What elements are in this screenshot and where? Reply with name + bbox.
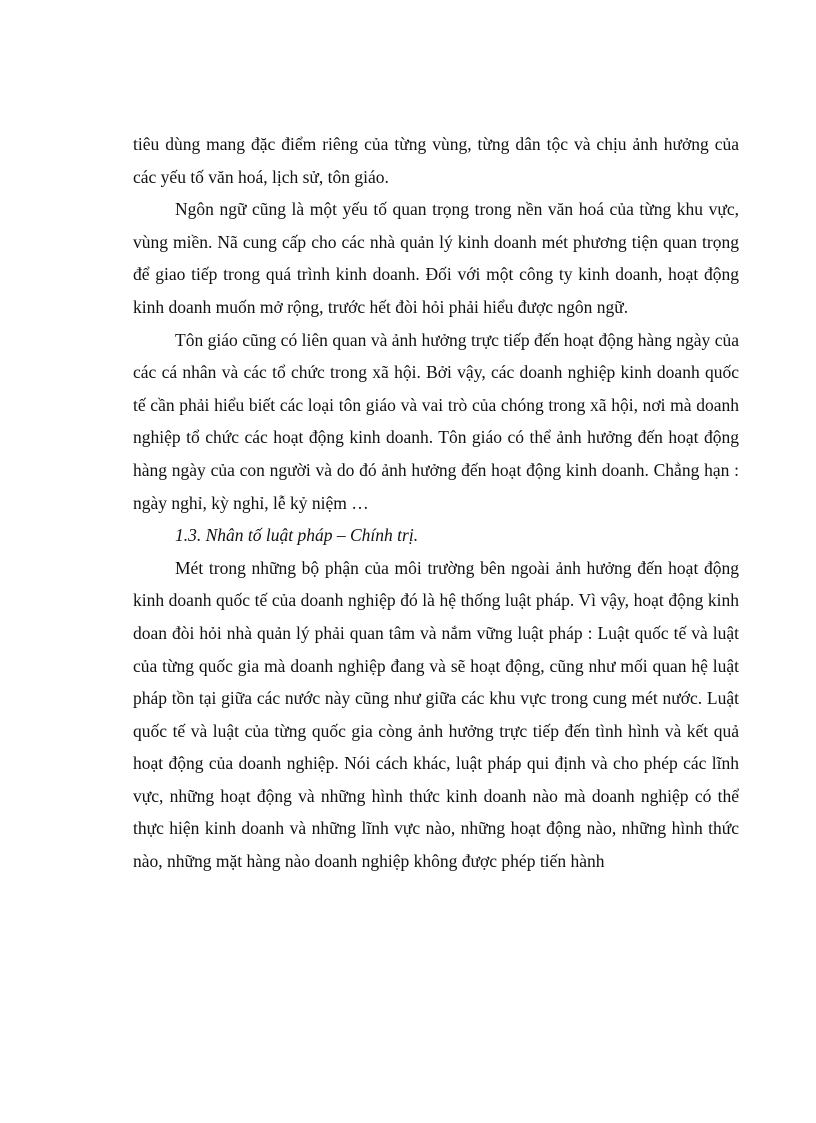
section-heading: 1.3. Nhân tố luật pháp – Chính trị. [175, 525, 419, 546]
document-body [133, 128, 739, 878]
paragraph-legal: Mét trong những bộ phận của môi trường bên ngoài ảnh hưởng đến hoạt động kinh doanh quốc tế của doanh nghiệp đó là hệ thống luật pháp. Vì vậy, hoạt động kinh doan đòi hỏi nhà quản lý phải quan tâm và nắm vững luật pháp : Luật quốc tế và luật của từng quốc gia mà doanh nghiệp đang và sẽ hoạt động, cũng như mối quan hệ luật pháp tồn tại giữa các nước này cũng như giữa các khu vực trong cung mét nước. Luật quốc tế và luật của từng quốc gia còng ảnh hưởng trực tiếp đến tình hình và kết quả hoạt động của doanh nghiệp. Nói cách khác, luật pháp qui định và cho phép các lĩnh vực, những hoạt động và những hình thức kinh doanh nào mà doanh nghiệp có thể thực hiện kinh doanh và những lĩnh vực nào, những hoạt động nào, những hình thức nào, những mặt hàng nào doanh nghiệp không được phép tiến hành [133, 557, 739, 872]
paragraph-religion: Tôn giáo cũng có liên quan và ảnh hưởng trực tiếp đến hoạt động hàng ngày của các cá nhân và các tổ chức trong xã hội. Bởi vậy, các doanh nghiệp kinh doanh quốc tế cần phải hiểu biết các loại tôn giáo và vai trò của chóng trong xã hội, nơi mà doanh nghiệp tổ chức các hoạt động kinh doanh. Tôn giáo có thể ảnh hưởng đến hoạt động hàng ngày của con người và do đó ảnh hưởng đến hoạt động kinh doanh. Chẳng hạn : ngày nghỉ, kỳ nghỉ, lễ kỷ niệm … [133, 329, 739, 513]
paragraph-continued: tiêu dùng mang đặc điểm riêng của từng vùng, từng dân tộc và chịu ảnh hưởng của các yếu tố văn hoá, lịch sử, tôn giáo. [133, 134, 739, 187]
paragraph-language: Ngôn ngữ cũng là một yếu tố quan trọng trong nền văn hoá của từng khu vực, vùng miền. Nã cung cấp cho các nhà quản lý kinh doanh mét phương tiện quan trọng để giao tiếp trong quá trình kinh doanh. Đối với một công ty kinh doanh, hoạt động kinh doanh muốn mở rộng, trước hết đòi hỏi phải hiểu được ngôn ngữ. [133, 199, 739, 317]
